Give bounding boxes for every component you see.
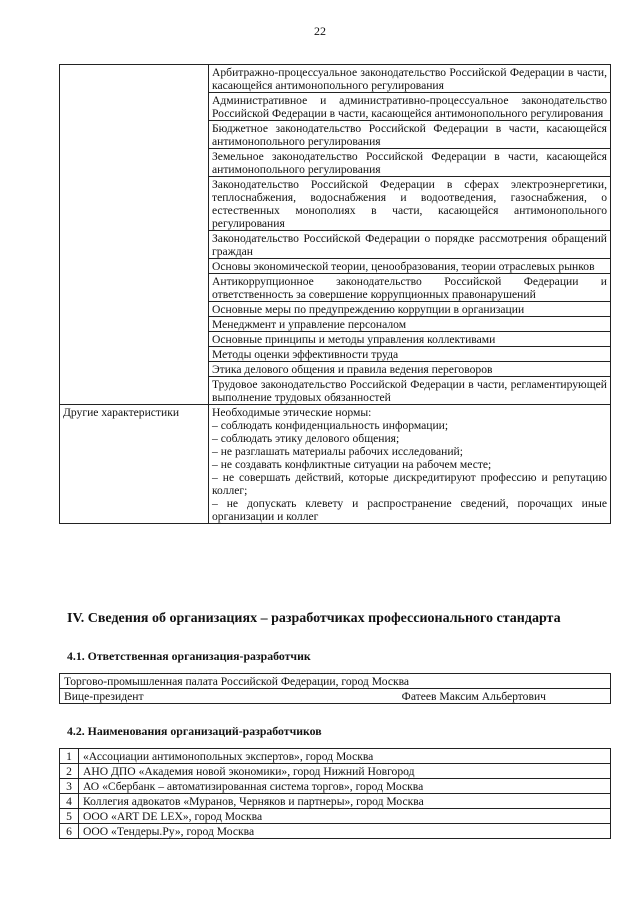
page-number: 22	[314, 24, 326, 38]
table-row	[60, 809, 611, 824]
knowledge-item: Антикоррупционное законодательство Российской Федерации и ответственность за совершение коррупционных правонарушений	[209, 274, 611, 302]
table-row	[60, 674, 611, 689]
row-number: 6	[60, 824, 79, 839]
row-number: 1	[60, 749, 79, 764]
knowledge-item: Методы оценки эффективности труда	[209, 347, 611, 362]
developer-name: Коллегия адвокатов «Муранов, Черняков и партнеры», город Москва	[79, 794, 611, 809]
table-row	[60, 689, 611, 704]
table-row	[60, 779, 611, 794]
empty-label-cell	[60, 65, 209, 405]
table-row	[60, 764, 611, 779]
knowledge-item: Бюджетное законодательство Российской Федерации в части, касающейся антимонопольного регулирования	[209, 121, 611, 149]
ethics-line: – соблюдать этику делового общения;	[212, 432, 400, 445]
responsible-person-cell	[60, 689, 611, 704]
knowledge-item: Основные меры по предупреждению коррупции в организации	[209, 302, 611, 317]
knowledge-item: Законодательство Российской Федерации в сферах электроэнергетики, теплоснабжения, водоснабжения и водоотведения, газоснабжения, о естественных монополиях в части, касающейся антимонопольного регулирования	[209, 177, 611, 231]
knowledge-item: Земельное законодательство Российской Федерации в части, касающейся антимонопольного регулирования	[209, 149, 611, 177]
table-row	[60, 794, 611, 809]
other-characteristics-label: Другие характеристики	[60, 405, 209, 524]
developer-name: «Ассоциации антимонопольных экспертов», город Москва	[79, 749, 611, 764]
ethics-line: – не допускать клевету и распространение сведений, порочащих иные организации и коллег	[212, 497, 607, 523]
knowledge-item: Основы экономической теории, ценообразования, теории отраслевых рынков	[209, 259, 611, 274]
knowledge-item: Трудовое законодательство Российской Федерации в части, регламентирующей выполнение трудовых обязанностей	[209, 377, 611, 405]
subsection-title-developers: 4.2. Наименования организаций-разработчиков	[67, 724, 322, 738]
section-title: IV. Сведения об организациях – разработчиках профессионального стандарта	[67, 611, 561, 626]
row-number: 5	[60, 809, 79, 824]
knowledge-item: Этика делового общения и правила ведения переговоров	[209, 362, 611, 377]
ethics-line: – не совершать действий, которые дискредитируют профессию и репутацию коллег;	[212, 471, 607, 497]
knowledge-item: Арбитражно-процессуальное законодательство Российской Федерации в части, касающейся антимонопольного регулирования	[209, 65, 611, 93]
table-row	[60, 824, 611, 839]
responsible-org-name: Торгово-промышленная палата Российской Федерации, город Москва	[60, 674, 611, 689]
other-characteristics-cell	[209, 405, 611, 524]
ethics-line: – не разглашать материалы рабочих исследований;	[212, 445, 463, 458]
developer-name: АО «Сбербанк – автоматизированная система торгов», город Москва	[79, 779, 611, 794]
row-number: 3	[60, 779, 79, 794]
ethics-line: Необходимые этические нормы:	[212, 406, 372, 419]
developer-name: АНО ДПО «Академия новой экономики», город Нижний Новгород	[79, 764, 611, 779]
required-knowledge-table	[59, 64, 611, 524]
responsible-org-table	[59, 673, 611, 704]
knowledge-item: Законодательство Российской Федерации о порядке рассмотрения обращений граждан	[209, 231, 611, 259]
developers-table	[59, 748, 611, 839]
subsection-title-responsible: 4.1. Ответственная организация-разработчик	[67, 649, 311, 663]
table-row	[60, 405, 611, 524]
developer-name: ООО «Тендеры.Ру», город Москва	[79, 824, 611, 839]
table-row	[60, 749, 611, 764]
table-row	[60, 65, 611, 93]
knowledge-item: Основные принципы и методы управления коллективами	[209, 332, 611, 347]
developer-name: ООО «ART DE LEX», город Москва	[79, 809, 611, 824]
row-number: 4	[60, 794, 79, 809]
row-number: 2	[60, 764, 79, 779]
knowledge-item: Менеджмент и управление персоналом	[209, 317, 611, 332]
person-name: Фатеев Максим Альбертович	[401, 690, 546, 703]
position-label: Вице-президент	[64, 690, 144, 703]
knowledge-item: Административное и административно-процессуальное законодательство Российской Федерации в части, касающейся антимонопольного регулирования	[209, 93, 611, 121]
ethics-line: – не создавать конфликтные ситуации на рабочем месте;	[212, 458, 492, 471]
ethics-line: – соблюдать конфиденциальность информации;	[212, 419, 449, 432]
